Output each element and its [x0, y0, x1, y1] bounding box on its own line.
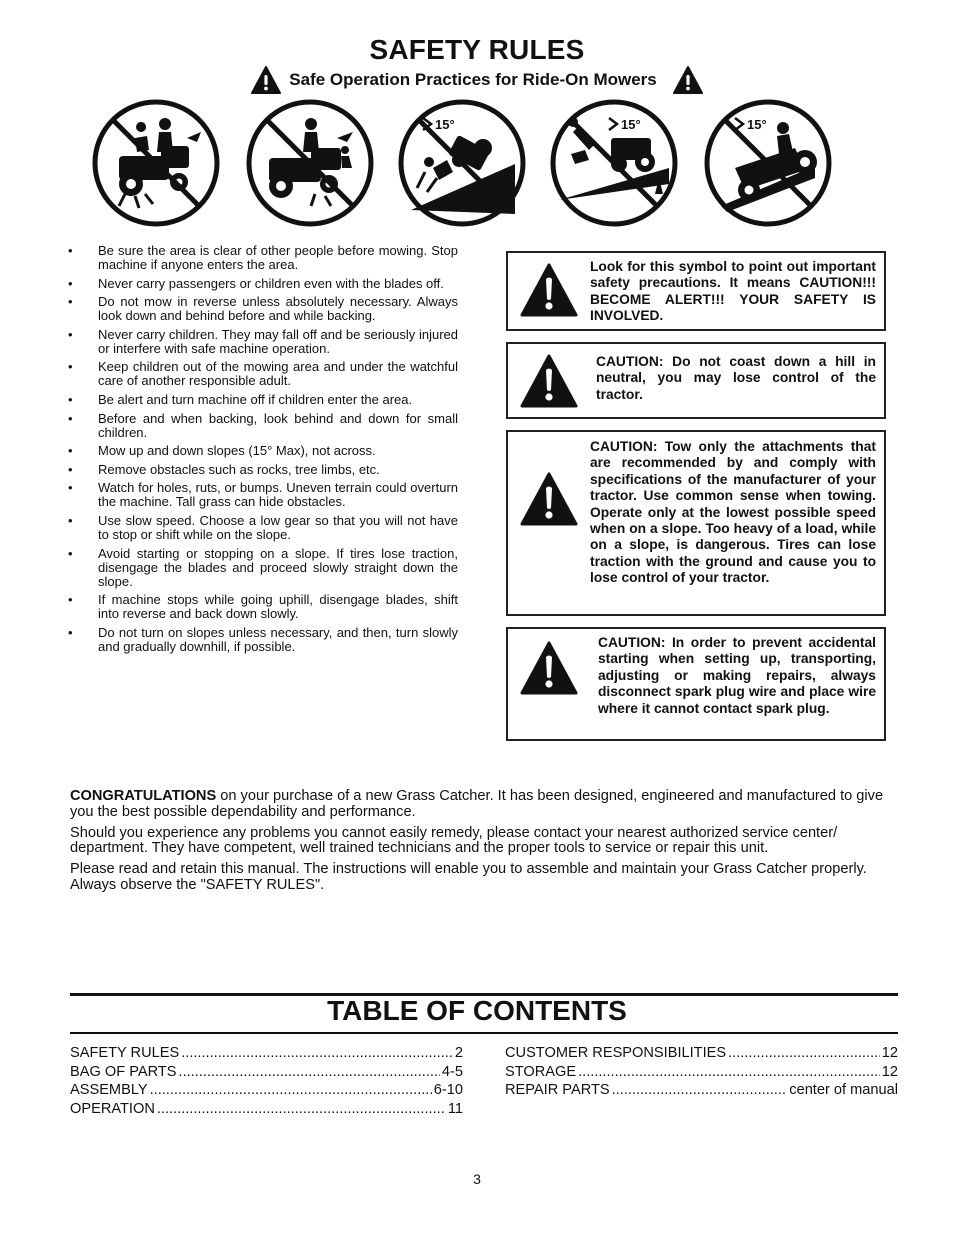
bullet-item [68, 295, 458, 323]
svg-text:15°: 15° [435, 117, 455, 132]
congrats-paragraph [70, 789, 898, 821]
bullet-text: If machine stops while going uphill, disengage blades, shift into reverse and back down slowly. [98, 592, 458, 622]
caution-text: CAUTION: Tow only the attachments that are recommended by and comply with specifications of the manufacturer of your tractor. Use common sense when towing. Operate only at the lowest possible speed when on a slope. Too heavy of a load, while on a slope, is dangerous. Tires can lose traction with the ground and cause you to lose control of your tractor. [590, 439, 876, 586]
intro-section [70, 789, 898, 899]
retain-manual-paragraph: Please read and retain this manual. The instructions will enable you to assemble and maintain your Grass Catcher properly. Always observe the "SAFETY RULES". [70, 861, 867, 893]
bullet-item [68, 277, 458, 291]
toc-rule-bottom [70, 1032, 898, 1034]
subtitle-text: Safe Operation Practices for Ride-On Mowers [289, 70, 657, 89]
toc-entry-label: SAFETY RULES [70, 1045, 180, 1061]
toc-entry [70, 1044, 463, 1063]
bullet-item [68, 626, 458, 654]
toc-entry-label: BAG OF PARTS [70, 1063, 177, 1080]
caution-text: CAUTION: Do not coast down a hill in neutral, you may lose control of the tractor. [596, 354, 876, 402]
toc-entry-page: 12 [881, 1063, 898, 1080]
bullet-text: Do not mow in reverse unless absolutely necessary. Always look down and behind before and while backing. [98, 294, 458, 324]
toc-entry-label: REPAIR PARTS [505, 1082, 610, 1099]
bullet-item [68, 547, 458, 589]
bullet-dot: • [68, 545, 73, 561]
toc-entry [505, 1044, 898, 1063]
subtitle-row [0, 66, 954, 94]
toc-entry [70, 1100, 463, 1119]
bullet-dot: • [68, 243, 73, 258]
toc-entry-label: OPERATION [70, 1100, 155, 1117]
bullet-item [68, 481, 458, 509]
bullet-dot: • [68, 359, 73, 375]
toc-entry-page: 6-10 [433, 1082, 463, 1099]
bullet-item [68, 463, 458, 477]
bullet-dot: • [68, 443, 73, 459]
bullet-item [68, 393, 458, 407]
bullet-text: Be alert and turn machine off if children enter the area. [98, 391, 413, 407]
svg-text:15°: 15° [621, 117, 641, 132]
warning-triangle-icon [520, 472, 578, 526]
bullet-text: Never carry passengers or children even with the blades off. [98, 275, 444, 291]
bullet-item [68, 244, 458, 272]
bullet-dot: • [68, 391, 73, 407]
toc-entry-page: 2 [454, 1045, 463, 1061]
toc-title: TABLE OF CONTENTS [327, 995, 627, 1026]
toc-entry [505, 1081, 898, 1100]
bullet-text: Avoid starting or stopping on a slope. If tires lose traction, disengage the blades and proceed slowly straight down the slope. [98, 545, 458, 589]
toc-right-column [505, 1044, 898, 1100]
bullet-item [68, 360, 458, 388]
svg-text:15°: 15° [747, 117, 767, 132]
bullet-text: Mow up and down slopes (15° Max), not across. [98, 443, 376, 459]
caution-box [506, 430, 886, 616]
no-children-pictogram [245, 98, 375, 228]
toc-entry-page: 11 [447, 1100, 463, 1117]
toc-entry [505, 1063, 898, 1082]
caution-text: CAUTION: In order to prevent accidental starting when setting up, transporting, adjusting or making repairs, always disconnect spark plug wire and place wire where it cannot contact spark plug. [598, 635, 876, 716]
bullet-dot: • [68, 326, 73, 342]
toc-entry-page: 12 [881, 1045, 898, 1061]
bullet-dot: • [68, 410, 73, 426]
caution-text: Look for this symbol to point out important safety precautions. It means CAUTION!!! BECOME ALERT!!! YOUR SAFETY IS INVOLVED. [590, 259, 876, 324]
caution-box [506, 342, 886, 419]
bullet-text: Remove obstacles such as rocks, tree limbs, etc. [98, 461, 380, 477]
bullet-dot: • [68, 512, 73, 528]
no-passengers-pictogram [91, 98, 221, 228]
caution-box [506, 627, 886, 741]
toc-left-column [70, 1044, 463, 1118]
bullet-item [68, 593, 458, 621]
toc-leader-dots [181, 1044, 453, 1063]
bullet-dot: • [68, 294, 73, 310]
bullet-dot: • [68, 275, 73, 291]
bullet-dot: • [68, 480, 73, 496]
warning-triangle-icon [520, 263, 578, 317]
toc-leader-dots [179, 1063, 440, 1082]
toc-entry-label: STORAGE [505, 1063, 577, 1080]
page-title: SAFETY RULES [369, 34, 585, 65]
bullet-text: Keep children out of the mowing area and under the watchful care of another responsible adult. [98, 359, 458, 389]
slope-rollover-pictogram [549, 98, 679, 228]
caution-box [506, 251, 886, 331]
warning-triangle-icon [673, 66, 703, 94]
bullet-text: Watch for holes, ruts, or bumps. Uneven terrain could overturn the machine. Tall grass can hide obstacles. [98, 480, 458, 510]
service-paragraph: Should you experience any problems you cannot easily remedy, please contact your nearest authorized service center/ department. They have competent, well trained technicians and the proper tools to service or repair this unit. [70, 824, 838, 857]
bullet-dot: • [68, 624, 73, 640]
warning-triangle-icon [520, 641, 578, 695]
slope-up-pictogram [397, 98, 527, 228]
toc-entry [70, 1063, 463, 1082]
toc-leader-dots [612, 1081, 788, 1100]
bullet-text: Never carry children. They may fall off and be seriously injured or interfere with safe machine operation. [98, 326, 458, 356]
congrats-text: on your purchase of a new Grass Catcher. It has been designed, engineered and manufactured to give you the best possible dependability and performance. [70, 788, 884, 820]
bullet-item [68, 514, 458, 542]
toc-entry [70, 1081, 463, 1100]
safety-bullet-list [68, 244, 458, 658]
bullet-item [68, 412, 458, 440]
toc-entry-page: 4-5 [441, 1063, 463, 1080]
toc-leader-dots [728, 1044, 880, 1063]
bullet-text: Use slow speed. Choose a low gear so that you will not have to stop or shift while on the slope. [98, 512, 458, 542]
page-number: 3 [473, 1171, 481, 1187]
bullet-text: Be sure the area is clear of other people before mowing. Stop machine if anyone enters the area. [98, 243, 458, 272]
bullet-dot: • [68, 461, 73, 477]
bullet-text: Do not turn on slopes unless necessary, and then, turn slowly and gradually downhill, if possible. [98, 624, 458, 654]
congrats-lead: CONGRATULATIONS [70, 788, 217, 804]
bullet-text: Before and when backing, look behind and down for small children. [98, 410, 458, 440]
toc-leader-dots [578, 1063, 880, 1082]
toc-entry-label: CUSTOMER RESPONSIBILITIES [505, 1045, 727, 1061]
bullet-item [68, 328, 458, 356]
toc-entry-label: ASSEMBLY [70, 1082, 148, 1099]
bullet-dot: • [68, 592, 73, 608]
toc-leader-dots [150, 1081, 432, 1100]
slope-across-pictogram [703, 98, 833, 228]
warning-triangle-icon [251, 66, 281, 94]
prohibition-pictograms [92, 98, 872, 232]
warning-triangle-icon [520, 354, 578, 408]
toc-leader-dots [157, 1100, 446, 1119]
bullet-item [68, 444, 458, 458]
toc-entry-page: center of manual [789, 1082, 898, 1099]
